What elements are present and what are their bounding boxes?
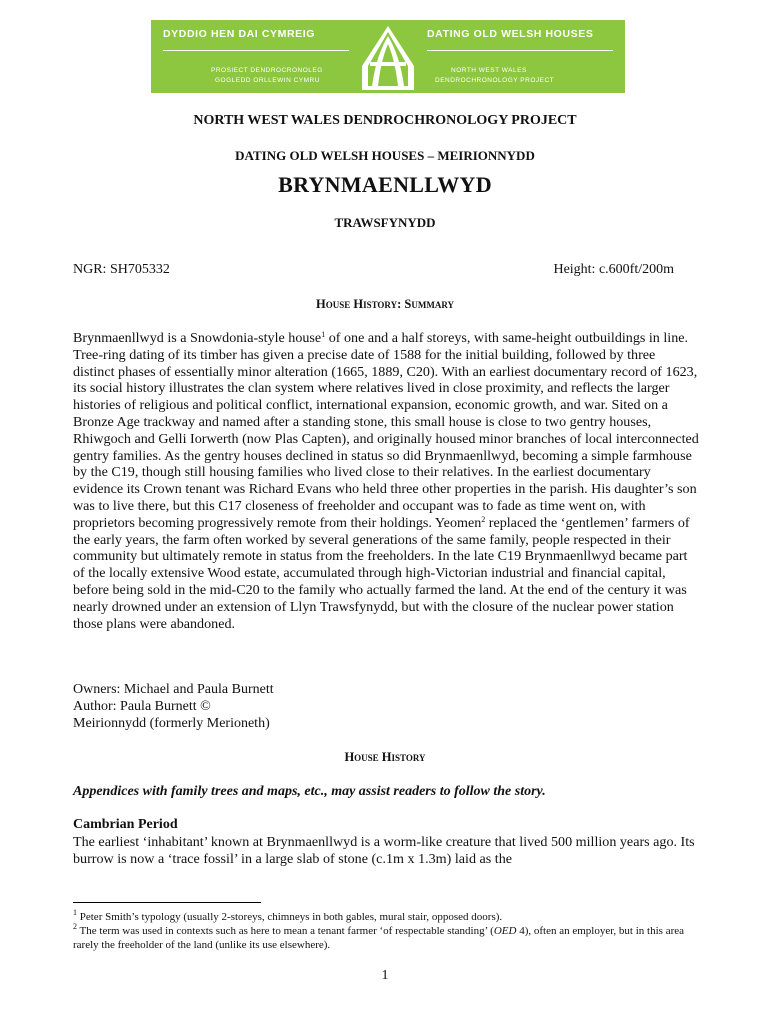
banner-left-divider bbox=[163, 50, 349, 51]
ngr-value: NGR: SH705332 bbox=[73, 262, 170, 277]
banner-welsh-title: DYDDIO HEN DAI CYMREIG bbox=[163, 28, 316, 40]
footnote-ref-2[interactable]: 2 bbox=[481, 514, 486, 524]
banner-welsh-sub-2: GOGLEDD ORLLEWIN CYMRU bbox=[215, 77, 320, 84]
appendix-note: Appendices with family trees and maps, etc., may assist readers to follow the story. bbox=[73, 784, 546, 799]
page-number: 1 bbox=[381, 968, 389, 983]
banner-right-divider bbox=[427, 50, 613, 51]
house-history-heading: House History bbox=[344, 750, 426, 764]
summary-paragraph bbox=[73, 330, 699, 632]
height-value: Height: c.600ft/200m bbox=[553, 262, 674, 277]
footnote-2-text-b: 4), often an employer, but in this area rarely the freeholder of the land (unlike its use elsewhere). bbox=[73, 925, 684, 951]
cambrian-heading: Cambrian Period bbox=[73, 817, 178, 832]
summary-text-b: of one and a half storeys, with same-height outbuildings in line. Tree-ring dating of its timber has given a precise date of 1588 for the initial building, followed by three distinct phases of essentially minor alteration (1665, 1889, C20). With an earliest documentary record of 1623, its social history illustrates the clan system where relatives lived in close proximity, and reflects the larger histories of religious and political conflict, international expansion, economic growth, and war. Sited on a Bronze Age trackway and named after a standing stone, this small house is close to two gentry houses, Rhiwgoch and Gelli Iorwerth (now Plas Capten), and originally housed minor branches of local interconnected gentry families. As the gentry houses declined in status so did Brynmaenllwyd, becoming a simple farmhouse by the C19, though still housing families who lived close to their relatives. In the earliest documentary evidence its Crown tenant was Richard Evans who held three other properties in the parish. His daughter’s son was to live there, but this C17 closeness of freeholder and occupant was to fade as time went on, with proprietors becoming progressively remote from their holdings. Yeomen bbox=[73, 330, 699, 531]
house-cruck-frame-logo-icon bbox=[356, 22, 420, 92]
banner-english-sub-1: NORTH WEST WALES bbox=[451, 67, 527, 74]
footnote-1-number: 1 bbox=[73, 908, 77, 917]
series-heading: DATING OLD WELSH HOUSES – MEIRIONNYDD bbox=[235, 148, 535, 163]
footnote-ref-1[interactable]: 1 bbox=[321, 330, 326, 339]
grid-reference-row bbox=[73, 262, 673, 278]
footnote-2-number: 2 bbox=[73, 922, 77, 931]
banner-english-title: DATING OLD WELSH HOUSES bbox=[427, 28, 594, 40]
footnote-2-oed: OED bbox=[493, 925, 517, 937]
county-line: Meirionnydd (formerly Merioneth) bbox=[73, 715, 270, 731]
footnote-1 bbox=[73, 908, 693, 925]
banner-english-sub-2: DENDROCHRONOLOGY PROJECT bbox=[435, 77, 555, 84]
house-title: BRYNMAENLLWYD bbox=[278, 172, 492, 197]
footnote-separator bbox=[73, 902, 261, 903]
summary-text-c: replaced the ‘gentlemen’ farmers of the early years, the farm often worked by several generations of the same family, people respected in their community but ultimately remote in status from the freeholders. In the late C19 Brynmaenllwyd became part of the locally extensive Wood estate, accumulated through high-Victorian industrial and financial capital, before being sold in the mid-C20 to the family who actually farmed the land. At the end of the century it was nearly drowned under an extension of Llyn Trawsfynydd, but with the closure of the nuclear power station those plans were abandoned. bbox=[73, 514, 690, 632]
footnote-1-text: Peter Smith’s typology (usually 2-storeys, chimneys in both gables, mural stair, opposed doors). bbox=[77, 911, 503, 923]
owners-line: Owners: Michael and Paula Burnett bbox=[73, 682, 274, 697]
cambrian-paragraph: The earliest ‘inhabitant’ known at Brynmaenllwyd is a worm-like creature that lived 500 million years ago. Its burrow is now a ‘trace fossil’ in a large slab of stone (c.1m x 1.3m) laid as the bbox=[73, 834, 695, 867]
credits-block bbox=[73, 682, 274, 732]
summary-text-a: Brynmaenllwyd is a Snowdonia-style house bbox=[73, 330, 322, 346]
banner-welsh-sub-1: PROSIECT DENDROCRONOLEG bbox=[211, 67, 323, 74]
footnote-2 bbox=[73, 922, 693, 952]
summary-heading: House History: Summary bbox=[315, 297, 455, 311]
author-line: Author: Paula Burnett © bbox=[73, 698, 211, 714]
footnote-2-text-a: The term was used in contexts such as here to mean a tenant farmer ‘of respectable standing’ ( bbox=[77, 925, 494, 937]
parish-heading: TRAWSFYNYDD bbox=[334, 215, 436, 230]
project-banner bbox=[151, 20, 625, 93]
project-heading: NORTH WEST WALES DENDROCHRONOLOGY PROJECT bbox=[193, 113, 577, 128]
